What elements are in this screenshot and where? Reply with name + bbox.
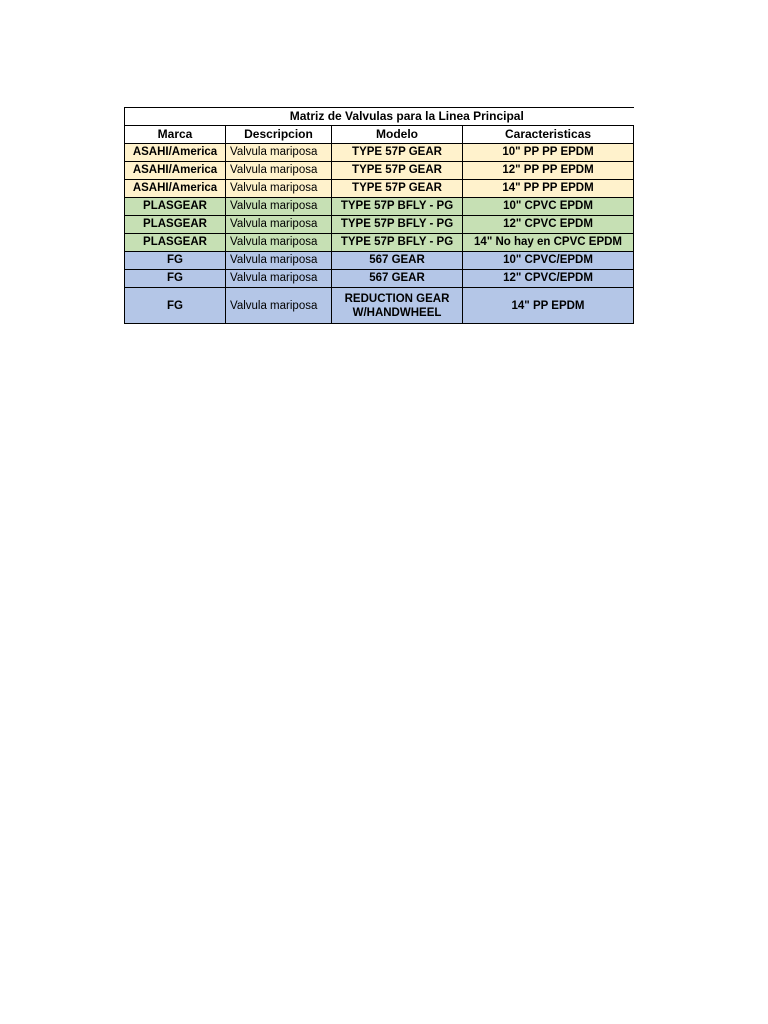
cell-descripcion: Valvula mariposa xyxy=(226,198,332,216)
header-modelo: Modelo xyxy=(332,126,463,144)
table-row xyxy=(125,198,634,216)
cell-marca: PLASGEAR xyxy=(125,234,226,252)
spreadsheet-area xyxy=(124,107,633,324)
cell-caracteristicas: 10" PP PP EPDM xyxy=(463,144,634,162)
modelo-line: REDUCTION GEAR xyxy=(344,292,450,305)
cell-modelo xyxy=(332,252,463,270)
cell-descripcion: Valvula mariposa xyxy=(226,270,332,288)
table-title: Matriz de Valvulas para la Linea Principal xyxy=(289,109,524,123)
cell-marca: ASAHI/America xyxy=(125,144,226,162)
cell-caracteristicas: 12" CPVC EPDM xyxy=(463,216,634,234)
table-row xyxy=(125,162,634,180)
cell-marca: FG xyxy=(125,252,226,270)
table-row xyxy=(125,144,634,162)
cell-descripcion: Valvula mariposa xyxy=(226,162,332,180)
cell-modelo xyxy=(332,270,463,288)
cell-caracteristicas: 10" CPVC/EPDM xyxy=(463,252,634,270)
cell-descripcion: Valvula mariposa xyxy=(226,216,332,234)
cell-descripcion: Valvula mariposa xyxy=(226,144,332,162)
cell-descripcion: Valvula mariposa xyxy=(226,180,332,198)
cell-modelo xyxy=(332,180,463,198)
modelo-line: TYPE 57P GEAR xyxy=(352,146,442,158)
table-row xyxy=(125,234,634,252)
cell-marca: ASAHI/America xyxy=(125,162,226,180)
cell-caracteristicas: 14" No hay en CPVC EPDM xyxy=(463,234,634,252)
cell-modelo xyxy=(332,288,463,324)
cell-modelo xyxy=(332,216,463,234)
modelo-line: TYPE 57P GEAR xyxy=(352,182,442,194)
cell-descripcion: Valvula mariposa xyxy=(226,252,332,270)
cell-descripcion: Valvula mariposa xyxy=(226,234,332,252)
cell-marca: FG xyxy=(125,270,226,288)
modelo-line: 567 GEAR xyxy=(369,272,425,284)
cell-marca: PLASGEAR xyxy=(125,216,226,234)
header-row xyxy=(125,126,634,144)
cell-marca: FG xyxy=(125,288,226,324)
cell-marca: ASAHI/America xyxy=(125,180,226,198)
modelo-line: TYPE 57P GEAR xyxy=(352,164,442,176)
header-descripcion: Descripcion xyxy=(226,126,332,144)
cell-caracteristicas: 14" PP EPDM xyxy=(463,288,634,324)
valve-matrix-table xyxy=(124,107,634,324)
title-row xyxy=(125,108,634,126)
modelo-line: 567 GEAR xyxy=(369,254,425,266)
modelo-line: TYPE 57P BFLY - PG xyxy=(340,200,454,212)
table-body xyxy=(125,108,634,324)
cell-modelo xyxy=(332,144,463,162)
table-row xyxy=(125,180,634,198)
modelo-line: W/HANDWHEEL xyxy=(352,306,442,319)
cell-modelo xyxy=(332,162,463,180)
cell-modelo xyxy=(332,198,463,216)
table-row xyxy=(125,288,634,324)
modelo-line: TYPE 57P BFLY - PG xyxy=(340,218,454,230)
cell-modelo xyxy=(332,234,463,252)
table-row xyxy=(125,270,634,288)
table-row xyxy=(125,252,634,270)
header-caracteristicas: Caracteristicas xyxy=(463,126,634,144)
cell-marca: PLASGEAR xyxy=(125,198,226,216)
cell-caracteristicas: 10" CPVC EPDM xyxy=(463,198,634,216)
header-marca: Marca xyxy=(125,126,226,144)
table-row xyxy=(125,216,634,234)
cell-descripcion: Valvula mariposa xyxy=(226,288,332,324)
cell-caracteristicas: 14" PP PP EPDM xyxy=(463,180,634,198)
cell-caracteristicas: 12" CPVC/EPDM xyxy=(463,270,634,288)
table-title-cell xyxy=(125,108,634,126)
cell-caracteristicas: 12" PP PP EPDM xyxy=(463,162,634,180)
modelo-line: TYPE 57P BFLY - PG xyxy=(340,236,454,248)
